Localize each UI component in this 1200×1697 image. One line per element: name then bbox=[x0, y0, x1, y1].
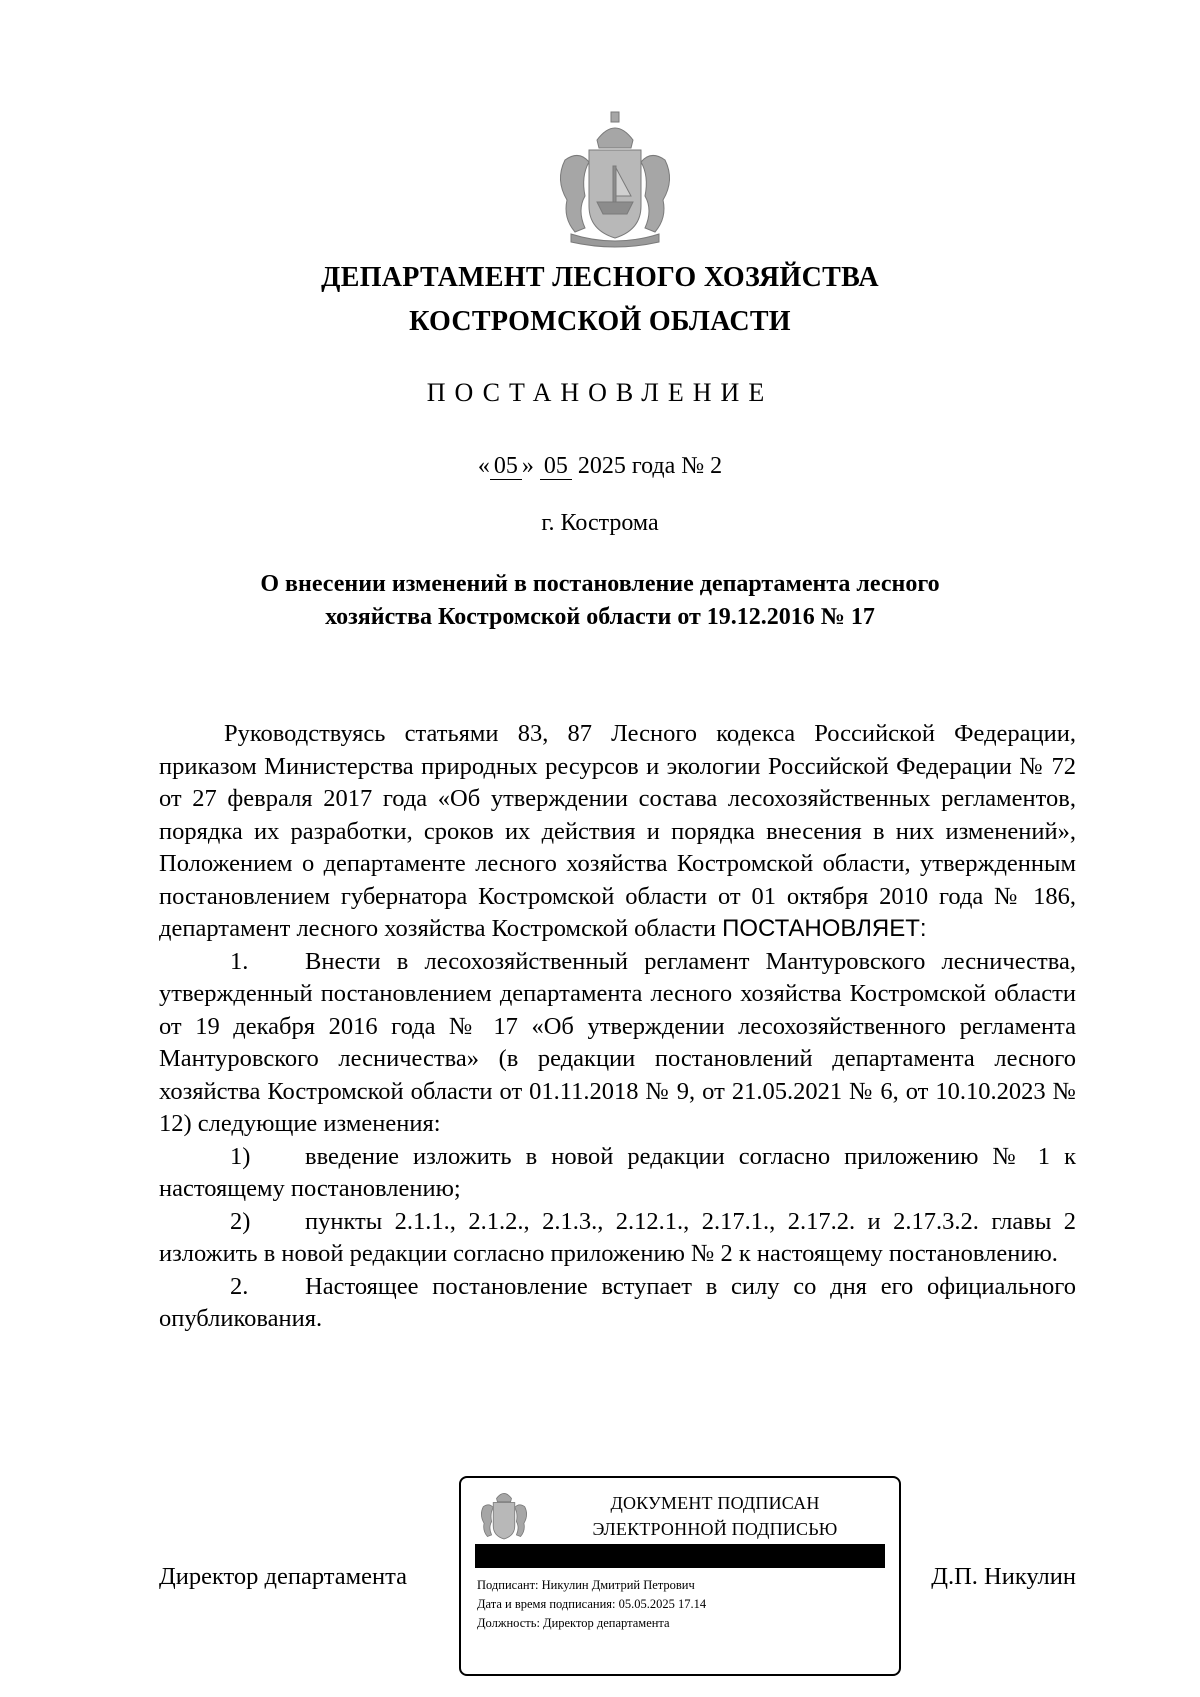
subject-title bbox=[0, 568, 1200, 634]
item-1-number: 1. bbox=[230, 947, 249, 975]
org-name-line1: ДЕПАРТАМЕНТ ЛЕСНОГО ХОЗЯЙСТВА bbox=[321, 262, 879, 293]
stamp-title-line1: ДОКУМЕНТ ПОДПИСАН bbox=[610, 1493, 820, 1513]
stamp-title-line2: ЭЛЕКТРОННОЙ ПОДПИСЬЮ bbox=[592, 1519, 838, 1539]
signatory-name: Д.П. Никулин bbox=[931, 1563, 1076, 1590]
stamp-details bbox=[477, 1576, 706, 1633]
subitem-1-number: 1) bbox=[230, 1142, 251, 1170]
signatory-position: Директор департамента bbox=[159, 1563, 408, 1590]
coat-of-arms-emblem bbox=[545, 110, 685, 250]
decree-word: ПОСТАНОВЛЯЕТ: bbox=[722, 915, 927, 942]
document-body bbox=[159, 718, 1076, 1336]
electronic-signature-stamp bbox=[459, 1476, 901, 1676]
subitem-1 bbox=[159, 1141, 1076, 1206]
stamp-datetime: Дата и время подписания: 05.05.2025 17.14 bbox=[477, 1597, 707, 1611]
date-month: 05 bbox=[540, 454, 572, 480]
item-1 bbox=[159, 946, 1076, 1141]
subject-line1: О внесении изменений в постановление департамента лесного bbox=[260, 571, 940, 597]
stamp-emblem-icon bbox=[475, 1486, 533, 1544]
date-day: 05 bbox=[490, 454, 522, 480]
subitem-1-text: введение изложить в новой редакции согласно приложению № 1 к настоящему постановлению; bbox=[159, 1142, 1076, 1202]
document-type: ПОСТАНОВЛЕНИЕ bbox=[426, 378, 774, 407]
date-open-quote: « bbox=[477, 453, 490, 479]
document-dateline bbox=[0, 453, 1200, 480]
stamp-signer: Подписант: Никулин Дмитрий Петрович bbox=[477, 1578, 695, 1592]
subitem-2-text: пункты 2.1.1., 2.1.2., 2.1.3., 2.12.1., 2.17.1., 2.17.2. и 2.17.3.2. главы 2 изложить в новой редакции согласно приложению № 2 к настоящему постановлению. bbox=[159, 1207, 1076, 1267]
redacted-certificate-bar bbox=[475, 1544, 885, 1568]
preamble-paragraph bbox=[159, 718, 1076, 946]
item-2 bbox=[159, 1271, 1076, 1336]
org-name-line2: КОСТРОМСКОЙ ОБЛАСТИ bbox=[409, 306, 791, 337]
item-1-text: Внести в лесохозяйственный регламент Мантуровского лесничества, утвержденный постановлением департамента лесного хозяйства Костромской области от 19 декабря 2016 года № 17 «Об утверждении лесохозяйственного регламента Мантуровского лесничества» (в редакции постановлений департамента лесного хозяйства Костромской области от 01.11.2018 № 9, от 21.05.2021 № 6, от 10.10.2023 № 12) следующие изменения: bbox=[159, 947, 1076, 1137]
subject-line2: хозяйства Костромской области от 19.12.2016 № 17 bbox=[325, 604, 875, 630]
subitem-2 bbox=[159, 1206, 1076, 1271]
preamble-text: Руководствуясь статьями 83, 87 Лесного кодекса Российской Федерации, приказом Министерства природных ресурсов и экологии Российской Федерации № 72 от 27 февраля 2017 года «Об утверждении состава лесохозяйственных регламентов, порядка их разработки, сроков их действия и порядка внесения в них изменений», Положением о департаменте лесного хозяйства Костромской области, утвержденным постановлением губернатора Костромской области от 01 октября 2010 года № 186, департамент лесного хозяйства Костромской области bbox=[159, 720, 1076, 942]
date-close-quote: » bbox=[521, 453, 534, 479]
stamp-position: Должность: Директор департамента bbox=[477, 1616, 670, 1630]
subitem-2-number: 2) bbox=[230, 1207, 251, 1235]
item-2-number: 2. bbox=[230, 1272, 249, 1300]
stamp-title bbox=[541, 1490, 889, 1542]
date-year-number: 2025 года № 2 bbox=[577, 453, 723, 479]
city: г. Кострома bbox=[541, 510, 659, 536]
item-2-text: Настоящее постановление вступает в силу со дня его официального опубликования. bbox=[159, 1272, 1076, 1332]
